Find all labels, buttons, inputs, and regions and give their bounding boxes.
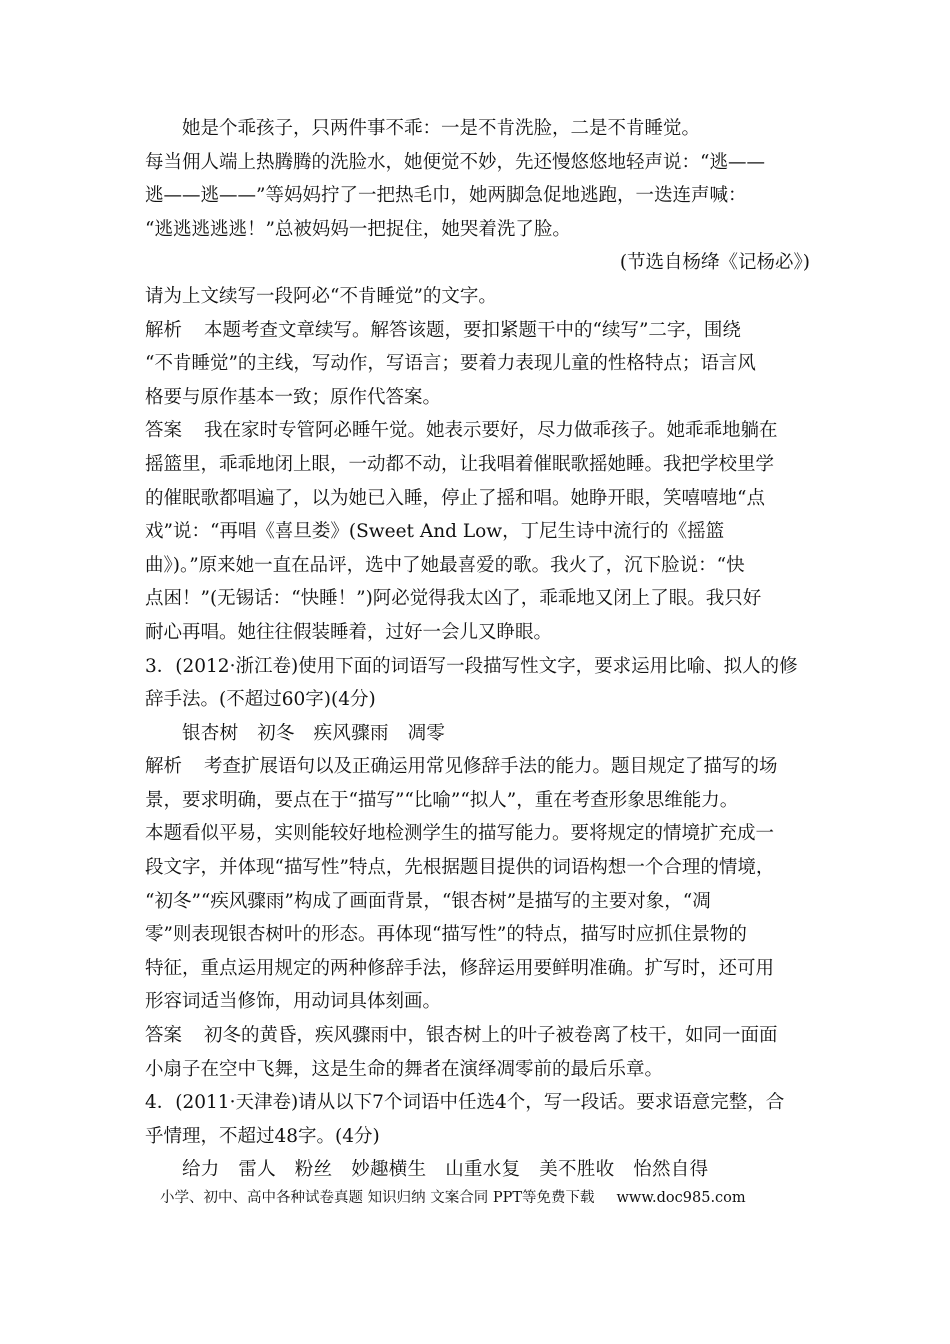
q3-analysis-line: 段文字，并体现“描写性”特点，先根据题目提供的词语构想一个合理的情境， [145, 857, 775, 879]
passage-line: 每当佣人端上热腾腾的洗脸水，她便觉不妙，先还慢悠悠地轻声说：“逃—— [145, 151, 765, 173]
analysis-label: 解析 [145, 756, 183, 778]
answer-text: 初冬的黄昏，疾风骤雨中，银杏树上的叶子被卷离了枝干，如同一面面 [204, 1025, 778, 1047]
q2-prompt: 请为上文续写一段阿必“不肯睡觉”的文字。 [145, 285, 497, 307]
q3-analysis-line: 零”则表现银杏树叶的形态。再体现“描写性”的特点，描写时应抓住景物的 [145, 924, 747, 946]
q3-word-list: 银杏树 初冬 疾风骤雨 凋零 [182, 722, 446, 744]
q3-answer-line: 小扇子在空中飞舞，这是生命的舞者在演绎凋零前的最后乐章。 [145, 1058, 664, 1080]
q2-answer-line: 戏”说：“再唱《喜旦娄》(Sweet And Low，丁尼生诗中流行的《摇篮 [145, 521, 725, 543]
q3-analysis-line: 特征，重点运用规定的两种修辞手法，修辞运用要鲜明准确。扩写时，还可用 [145, 957, 775, 979]
answer-text: 我在家时专管阿必睡午觉。她表示要好，尽力做乖孩子。她乖乖地躺在 [204, 420, 778, 442]
passage-line: 逃——逃——”等妈妈拧了一把热毛巾，她两脚急促地逃跑，一迭连声喊： [145, 185, 747, 207]
analysis-text: 本题考查文章续写。解答该题，要扣紧题干中的“续写”二字，围绕 [204, 319, 741, 341]
q4-stem-line: 乎情理，不超过48字。(4分) [145, 1125, 380, 1147]
page-footer [160, 1186, 746, 1207]
q2-answer-line: 点困！”(无锡话：“快睡！”)阿必觉得我太凶了，乖乖地又闭上了眼。我只好 [145, 588, 762, 610]
q2-answer-line: 耐心再唱。她往往假装睡着，过好一会儿又睁眼。 [145, 621, 553, 643]
answer-label: 答案 [145, 1025, 183, 1047]
q3-analysis-line [145, 750, 810, 784]
q2-answer-line: 的催眠歌都唱遍了，以为她已入睡，停止了摇和唱。她睁开眼，笑嘻嘻地“点 [145, 487, 765, 509]
passage-line: “逃逃逃逃逃！”总被妈妈一把捉住，她哭着洗了脸。 [145, 218, 571, 240]
analysis-label: 解析 [145, 319, 183, 341]
document-page [145, 112, 810, 1187]
q3-answer-line [145, 1019, 810, 1053]
q3-analysis-line: 景，要求明确，要点在于“描写”“比喻”“拟人”，重在考查形象思维能力。 [145, 789, 739, 811]
q2-analysis-line: 格要与原作基本一致；原作代答案。 [145, 386, 442, 408]
q3-stem-line: 3．(2012·浙江卷)使用下面的词语写一段描写性文字，要求运用比喻、拟人的修 [145, 655, 798, 677]
q3-analysis-line: 形容词适当修饰，用动词具体刻画。 [145, 991, 442, 1013]
passage-line: 她是个乖孩子，只两件事不乖：一是不肯洗脸，二是不肯睡觉。 [182, 118, 701, 139]
q3-stem-line: 辞手法。(不超过60字)(4分) [145, 689, 376, 711]
analysis-text: 考查扩展语句以及正确运用常见修辞手法的能力。题目规定了描写的场 [204, 756, 778, 778]
q2-analysis-line: “不肯睡觉”的主线，写动作，写语言；要着力表现儿童的性格特点；语言风 [145, 353, 756, 375]
q2-answer-line: 摇篮里，乖乖地闭上眼，一动都不动，让我唱着催眠歌摇她睡。我把学校里学 [145, 453, 775, 475]
footer-url[interactable]: www.doc985.com [616, 1190, 746, 1206]
q3-analysis-line: 本题看似平易，实则能较好地检测学生的描写能力。要将规定的情境扩充成一 [145, 823, 775, 845]
passage-source: (节选自杨绛《记杨必》) [619, 252, 810, 274]
footer-text: 小学、初中、高中各种试卷真题 知识归纳 文案合同 PPT等免费下载 [160, 1190, 595, 1206]
q2-analysis-line [145, 314, 810, 348]
answer-label: 答案 [145, 420, 183, 442]
q4-word-list: 给力 雷人 粉丝 妙趣横生 山重水复 美不胜收 怡然自得 [182, 1159, 709, 1181]
q4-stem-line: 4．(2011·天津卷)请从以下7个词语中任选4个，写一段话。要求语意完整，合 [145, 1092, 785, 1114]
q3-analysis-line: “初冬”“疾风骤雨”构成了画面背景，“银杏树”是描写的主要对象，“凋 [145, 890, 711, 912]
q2-answer-line [145, 414, 810, 448]
q2-answer-line: 曲》)。”原来她一直在品评，选中了她最喜爱的歌。我火了，沉下脸说：“快 [145, 554, 745, 576]
